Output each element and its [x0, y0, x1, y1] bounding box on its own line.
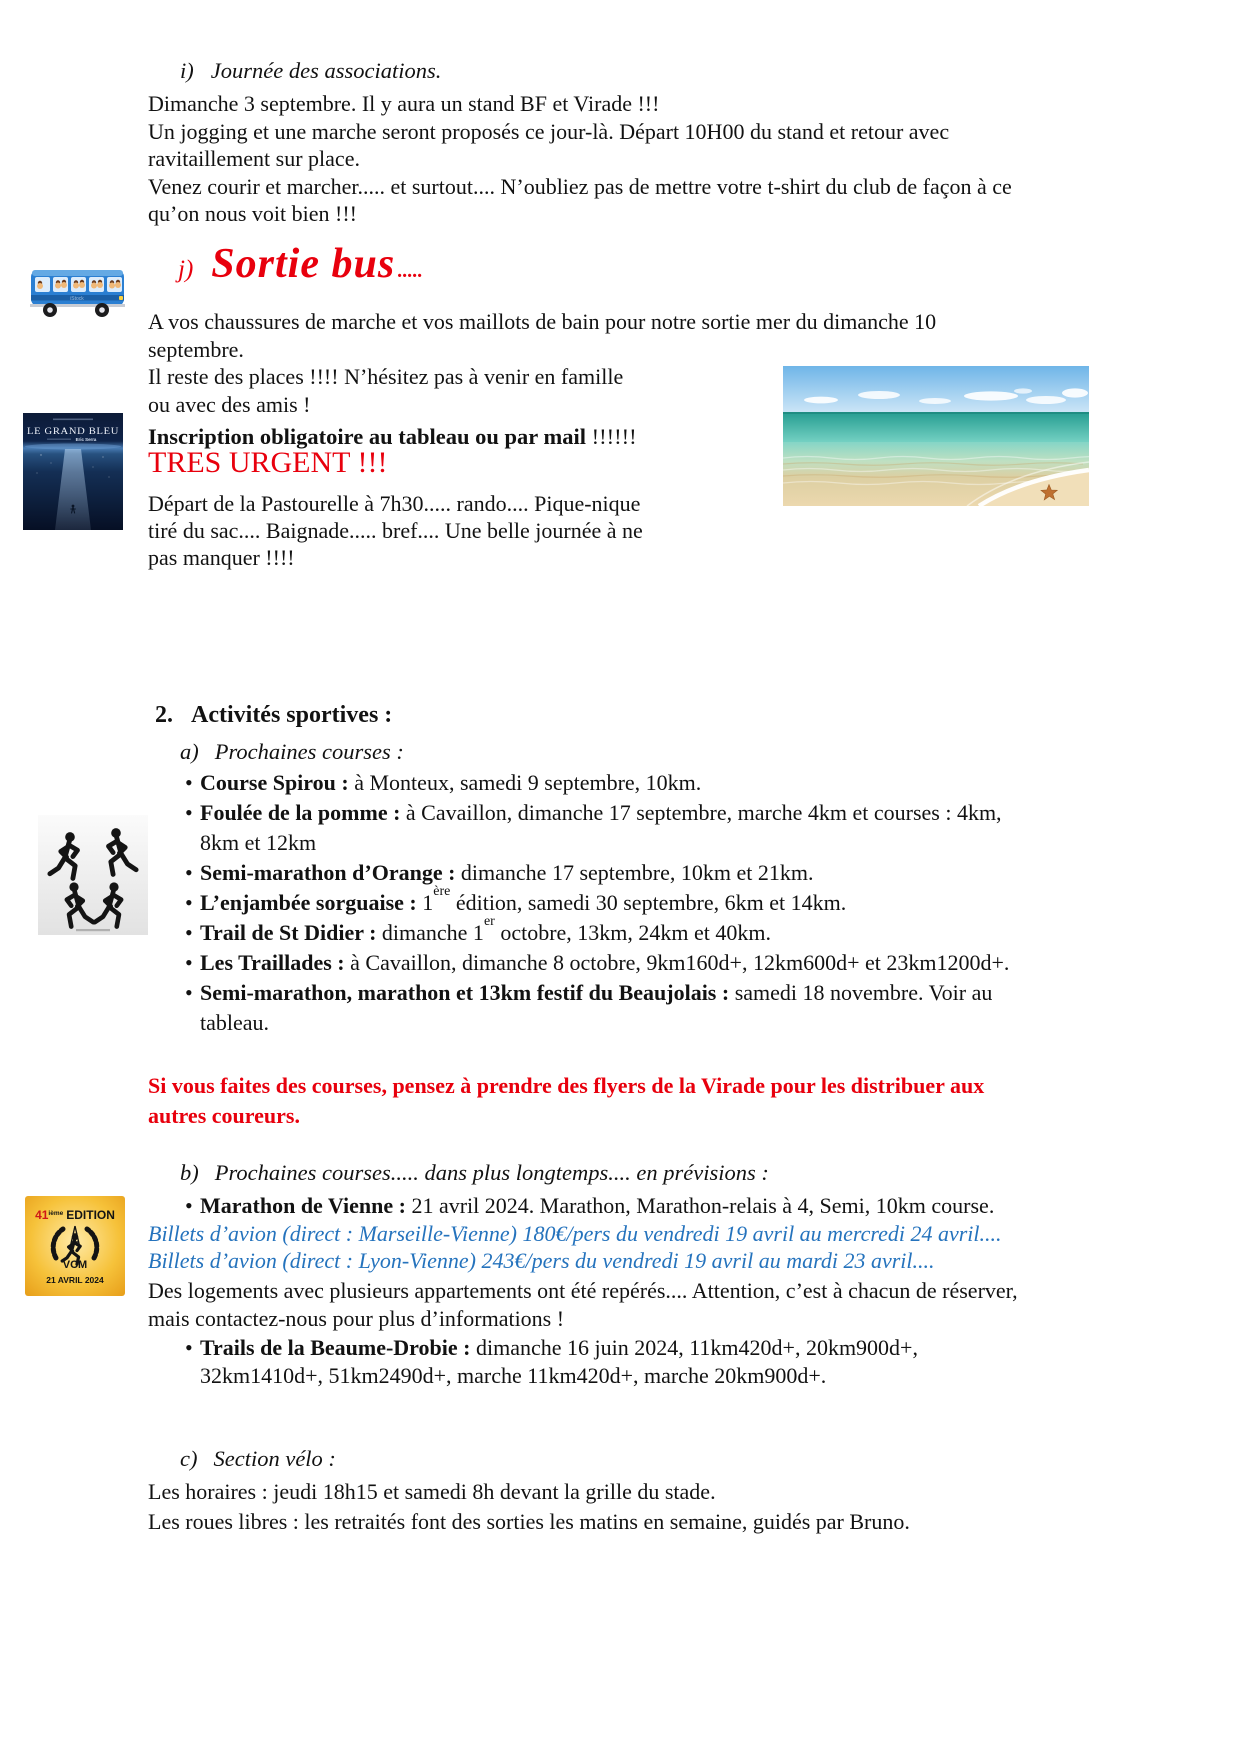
- race-item: [185, 913, 1009, 948]
- section-heading-sport: [155, 702, 392, 729]
- race-details: dimanche 17 septembre, 10km et 21km.: [455, 860, 814, 885]
- text-line: qu’on nous voit bien !!!: [148, 201, 357, 226]
- bus-windows: [35, 277, 122, 292]
- text-line: ravitaillement sur place.: [148, 146, 360, 171]
- race-item: [185, 1334, 918, 1390]
- grand-bleu-poster: [23, 413, 123, 530]
- title-dots: .....: [397, 260, 423, 282]
- bullet-icon: •: [185, 770, 193, 795]
- ordinal-superscript: ère: [433, 883, 451, 899]
- race-line: [185, 948, 1009, 978]
- text-line: Billets d’avion (direct : Marseille-Vienne) 180€/pers du vendredi 19 avril au mercredi 24 avril....: [148, 1221, 1002, 1246]
- race-name: Trails de la Beaume-Drobie :: [200, 1335, 471, 1360]
- section-label: j): [178, 256, 194, 283]
- badge-date: 21 AVRIL 2024: [46, 1275, 104, 1285]
- race-details: à Monteux, samedi 9 septembre, 10km.: [348, 770, 702, 795]
- race-item: [185, 978, 1009, 1038]
- section-label: i): [180, 58, 194, 83]
- edition-word: EDITION: [66, 1208, 115, 1222]
- race-details: dimanche 16 juin 2024, 11km420d+, 20km900d+,: [470, 1335, 918, 1360]
- flyers-notice: [148, 1071, 984, 1131]
- subsection-heading-b: [180, 1160, 769, 1186]
- text-line: Venez courir et marcher..... et surtout.... N’oubliez pas de mettre votre t-shirt du club de façon à ce: [148, 173, 1012, 199]
- vcm-marathon-badge: [25, 1196, 125, 1296]
- flight-info: [148, 1221, 1002, 1274]
- race-name: Semi-marathon, marathon et 13km festif du Beaujolais :: [200, 980, 730, 1005]
- race-details: samedi 18 novembre. Voir au: [729, 980, 993, 1005]
- text-line: Billets d’avion (direct : Lyon-Vienne) 243€/pers du vendredi 19 avril au mardi 23 avril....: [148, 1247, 935, 1273]
- subsection-heading-c: [180, 1446, 336, 1472]
- text-line: Des logements avec plusieurs appartements ont été repérés.... Attention, c’est à chacun de réserver,: [148, 1278, 1018, 1303]
- poster-credit: Eric Serra: [75, 437, 97, 442]
- race-line: [185, 798, 1009, 828]
- race-line: [185, 858, 1009, 888]
- section-heading-sortie-bus: [178, 240, 422, 288]
- text-line: Dimanche 3 septembre. Il y aura un stand BF et Virade !!!: [148, 91, 660, 116]
- school-bus-image: [30, 266, 125, 318]
- bullet-icon: •: [185, 920, 193, 945]
- subsection-label: a): [180, 739, 199, 764]
- poster-title: LE GRAND BLEU: [27, 426, 119, 436]
- race-item: [185, 768, 1009, 798]
- race-line: [185, 913, 1009, 948]
- bullet-icon: •: [185, 800, 193, 825]
- subsection-label: c): [180, 1446, 198, 1471]
- race-item: [185, 798, 1009, 858]
- subsection-label: b): [180, 1160, 199, 1185]
- race-item: [185, 858, 1009, 888]
- race-name: Foulée de la pomme :: [200, 800, 401, 825]
- race-line: [185, 883, 1009, 918]
- subsection-title: Section vélo :: [213, 1446, 336, 1471]
- text-line: septembre.: [148, 336, 244, 362]
- section-title: Journée des associations.: [210, 58, 442, 83]
- race-name: Les Traillades :: [200, 950, 345, 975]
- race-name: Trail de St Didier :: [200, 920, 377, 945]
- edition-number: 41: [35, 1208, 49, 1222]
- race-name: L’enjambée sorguaise :: [200, 890, 417, 915]
- race-details: à Cavaillon, dimanche 8 octobre, 9km160d+, 12km600d+ et 23km1200d+.: [344, 950, 1010, 975]
- race-list: [185, 768, 1009, 1038]
- section-heading-associations: [180, 58, 441, 84]
- text-line: Un jogging et une marche seront proposés ce jour-là. Départ 10H00 du stand et retour avec: [148, 118, 950, 144]
- race-line: [185, 1192, 994, 1220]
- section-number: 2.: [155, 702, 173, 728]
- text-line: autres coureurs.: [148, 1103, 300, 1128]
- bullet-icon: •: [185, 950, 193, 975]
- subsection-title: Prochaines courses..... dans plus longtemps.... en prévisions :: [214, 1160, 769, 1185]
- bullet-icon: •: [185, 1335, 193, 1360]
- bullet-icon: •: [185, 1193, 193, 1218]
- race-line-continued: 8km et 12km: [200, 830, 317, 855]
- text-line: tiré du sac.... Baignade..... bref.... Une belle journée à ne: [148, 518, 643, 543]
- race-name: Marathon de Vienne :: [200, 1193, 406, 1218]
- velo-paragraph: [148, 1477, 910, 1537]
- badge-edition-text: [35, 1208, 115, 1222]
- race-item: [185, 1192, 994, 1220]
- text-line: Départ de la Pastourelle à 7h30..... rando.... Pique-nique: [148, 491, 641, 516]
- race-line: [185, 978, 1009, 1008]
- sortie-bus-paragraph-2: [148, 490, 643, 571]
- text-line: Les roues libres : les retraités font des sorties les matins en semaine, guidés par Bruno.: [148, 1509, 910, 1534]
- text-line: Si vous faites des courses, pensez à prendre des flyers de la Virade pour les distribuer aux: [148, 1073, 985, 1098]
- text-line: ou avec des amis !: [148, 391, 311, 417]
- race-line: [185, 1334, 918, 1362]
- associations-paragraph: [148, 90, 1012, 228]
- race-details: octobre, 13km, 24km et 40km.: [494, 920, 772, 945]
- section-title: Sortie bus: [211, 241, 396, 287]
- section-title: Activités sportives :: [191, 702, 393, 728]
- bullet-icon: •: [185, 860, 193, 885]
- inscription-marks: !!!!!!: [585, 424, 637, 449]
- beach-photo: [783, 366, 1089, 506]
- text-line: A vos chaussures de marche et vos maillots de bain pour notre sortie mer du dimanche 10: [148, 309, 937, 334]
- bullet-icon: •: [185, 890, 193, 915]
- race-item: [185, 883, 1009, 918]
- race-line-continued: 32km1410d+, 51km2490d+, marche 11km420d+, marche 20km900d+.: [200, 1363, 827, 1388]
- runners-silhouette-image: [38, 815, 148, 935]
- urgent-line: TRES URGENT !!!: [148, 446, 388, 479]
- inscription-bold: Inscription obligatoire au tableau ou par mail: [148, 424, 586, 449]
- bus-watermark: iStock: [70, 296, 84, 302]
- race-line-continued: tableau.: [200, 1010, 270, 1035]
- race-details: à Cavaillon, dimanche 17 septembre, marche 4km et courses : 4km,: [400, 800, 1002, 825]
- badge-logo-text: VCM: [62, 1259, 88, 1271]
- subsection-title: Prochaines courses :: [214, 739, 404, 764]
- bullet-icon: •: [185, 980, 193, 1005]
- race-details: dimanche 1: [376, 920, 484, 945]
- race-line: [185, 768, 1009, 798]
- race-details: 1: [416, 890, 434, 915]
- race-details: édition, samedi 30 septembre, 6km et 14km.: [450, 890, 847, 915]
- text-line: pas manquer !!!!: [148, 545, 295, 570]
- race-item: [185, 948, 1009, 978]
- subsection-heading-a: [180, 739, 404, 765]
- ordinal-superscript: er: [483, 913, 495, 929]
- text-line: Il reste des places !!!! N’hésitez pas à venir en famille: [148, 364, 624, 389]
- race-name: Semi-marathon d’Orange :: [200, 860, 456, 885]
- race-details: 21 avril 2024. Marathon, Marathon-relais à 4, Semi, 10km course.: [405, 1193, 995, 1218]
- text-line: mais contactez-nous pour plus d’informations !: [148, 1306, 565, 1331]
- text-line: Les horaires : jeudi 18h15 et samedi 8h devant la grille du stade.: [148, 1479, 716, 1504]
- edition-superscript: ième: [48, 1210, 64, 1217]
- race-name: Course Spirou :: [200, 770, 349, 795]
- lodging-info: [148, 1277, 1018, 1333]
